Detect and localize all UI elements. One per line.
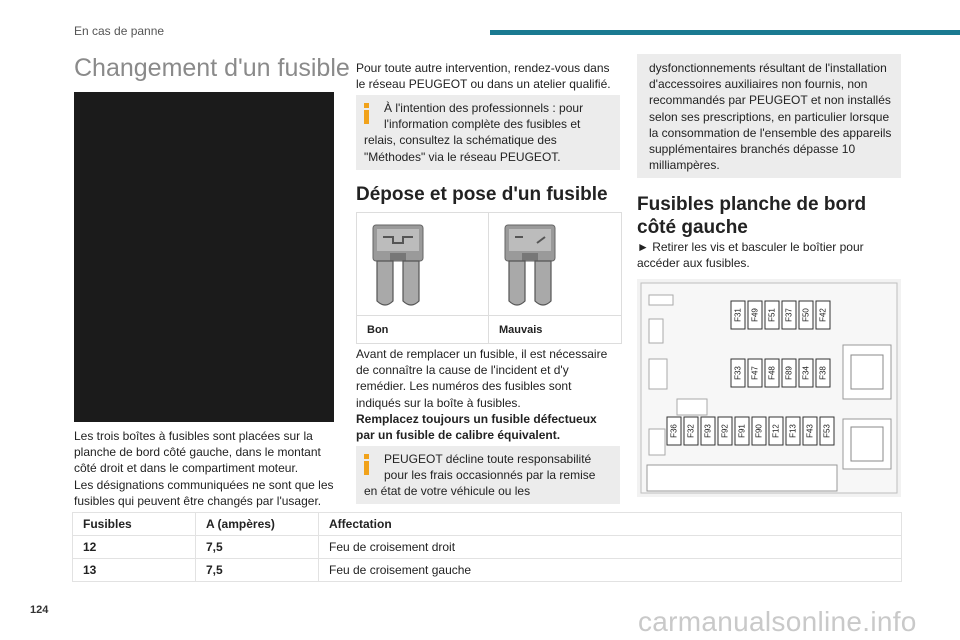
bad-fuse-label: Mauvais: [499, 324, 543, 336]
heading-line: côté gauche: [637, 217, 748, 238]
fuse-label: F42: [818, 308, 828, 322]
dashboard-fuses-heading: [637, 193, 901, 239]
heading-line: Fusibles planche de bord: [637, 194, 867, 215]
info-box-responsibility: [356, 446, 620, 504]
fuse-label: F33: [733, 366, 743, 380]
text-line: la consommation de l'ensemble des appareils: [649, 125, 892, 140]
info-box-continued: [637, 54, 901, 178]
step-instruction: [637, 239, 901, 271]
fuse-label: F31: [733, 308, 743, 322]
bad-fuse-icon: [489, 213, 620, 315]
fuse-label: F89: [784, 366, 794, 380]
text-line: accéder aux fusibles.: [637, 256, 750, 271]
table-cell: 7,5: [196, 559, 319, 582]
before-paragraph: [356, 346, 622, 443]
text-line: relais, consultez la schématique des: [364, 133, 557, 148]
text-line: l'information complète des fusibles et: [384, 117, 581, 132]
fusebox-drawing: [637, 279, 901, 497]
bad-fuse-cell: [489, 213, 620, 315]
table-cell: 7,5: [196, 536, 319, 559]
text-line: pour les frais occasionnés par la remise: [384, 468, 596, 483]
table-row: [73, 559, 902, 582]
good-fuse-cell: [357, 213, 488, 315]
text-line: d'accessoires auxiliaires non fournis, non: [649, 77, 868, 92]
text-line: de connaître la cause de l'incident et d'y: [356, 363, 569, 378]
column-header: Fusibles: [73, 513, 196, 536]
text-line: "Méthodes" via le réseau PEUGEOT.: [364, 149, 561, 164]
fuse-label: F90: [754, 424, 764, 438]
text-line: remédier. Les numéros des fusibles sont: [356, 379, 572, 394]
text-line: en état de votre véhicule ou les: [364, 484, 531, 499]
info-box-professionals: [356, 95, 620, 170]
section-header: En cas de panne: [74, 24, 165, 38]
text-line: Les trois boîtes à fusibles sont placées sur la: [74, 429, 313, 443]
table-row: [73, 536, 902, 559]
fuse-label: F32: [686, 424, 696, 438]
fuse-label: F36: [669, 424, 679, 438]
text-line: dysfonctionnements résultant de l'installation: [649, 61, 887, 75]
fuse-label: F91: [737, 424, 747, 438]
fuse-comparison-table: [356, 212, 622, 344]
text-line: ► Retirer les vis et basculer le boîtier pour: [637, 240, 864, 254]
page-number: 124: [30, 604, 49, 616]
text-line: fusibles qui peuvent être changés par l'usager.: [74, 493, 322, 508]
text-line: le réseau PEUGEOT ou dans un atelier qualifié.: [356, 77, 611, 92]
text-line: indiqués sur la boîte à fusibles.: [356, 395, 521, 410]
column-header: Affectation: [319, 513, 902, 536]
text-line: selon ses prescriptions, en particulier lorsque: [649, 109, 890, 124]
text-line: supplémentaires branchés dépasse 10: [649, 142, 856, 157]
fuse-label: F13: [788, 424, 798, 438]
text-line: côté droit et dans le compartiment moteur.: [74, 461, 299, 476]
fuse-label: F50: [801, 308, 811, 322]
fuse-label: F47: [750, 366, 760, 380]
intro-paragraph: [74, 428, 340, 509]
fuse-label: F38: [818, 366, 828, 380]
text-line: Pour toute autre intervention, rendez-vous dans: [356, 61, 610, 75]
fuse-label: F37: [784, 308, 794, 322]
fuse-label: F49: [750, 308, 760, 322]
intervention-paragraph: [356, 60, 622, 92]
text-line: Avant de remplacer un fusible, il est nécessaire: [356, 347, 608, 361]
fuse-assignment-table: [72, 512, 902, 582]
table-cell: Feu de croisement gauche: [319, 559, 902, 582]
fuse-label: F34: [801, 366, 811, 380]
table-cell: 12: [73, 536, 196, 559]
fuse-location-image: [74, 92, 334, 422]
watermark: carmanualsonline.info: [638, 606, 917, 637]
depose-heading: Dépose et pose d'un fusible: [356, 184, 608, 205]
text-line: planche de bord côté gauche, dans le montant: [74, 445, 321, 460]
text-line-bold: par un fusible de calibre équivalent.: [356, 428, 561, 443]
fuse-label: F12: [771, 424, 781, 438]
fuse-label: F93: [703, 424, 713, 438]
table-cell: 13: [73, 559, 196, 582]
page-title: Changement d'un fusible: [74, 54, 350, 82]
column-header: A (ampères): [196, 513, 319, 536]
table-header-row: [73, 513, 902, 536]
header-accent-bar: [490, 30, 960, 35]
good-fuse-icon: [357, 213, 488, 315]
text-line: À l'intention des professionnels : pour: [384, 101, 584, 115]
text-line: milliampères.: [649, 158, 720, 173]
fusebox-diagram: [637, 279, 901, 497]
table-cell: Feu de croisement droit: [319, 536, 902, 559]
fuse-label: F43: [805, 424, 815, 438]
fuse-label: F53: [822, 424, 832, 438]
fuse-label: F51: [767, 308, 777, 322]
text-line-bold: Remplacez toujours un fusible défectueux: [356, 411, 597, 426]
text-line: PEUGEOT décline toute responsabilité: [384, 452, 592, 466]
text-line: Les désignations communiquées ne sont que les: [74, 477, 334, 492]
fuse-label: F92: [720, 424, 730, 438]
text-line: recommandés par PEUGEOT et non installés: [649, 93, 891, 108]
good-fuse-label: Bon: [367, 324, 389, 336]
fuse-label: F48: [767, 366, 777, 380]
